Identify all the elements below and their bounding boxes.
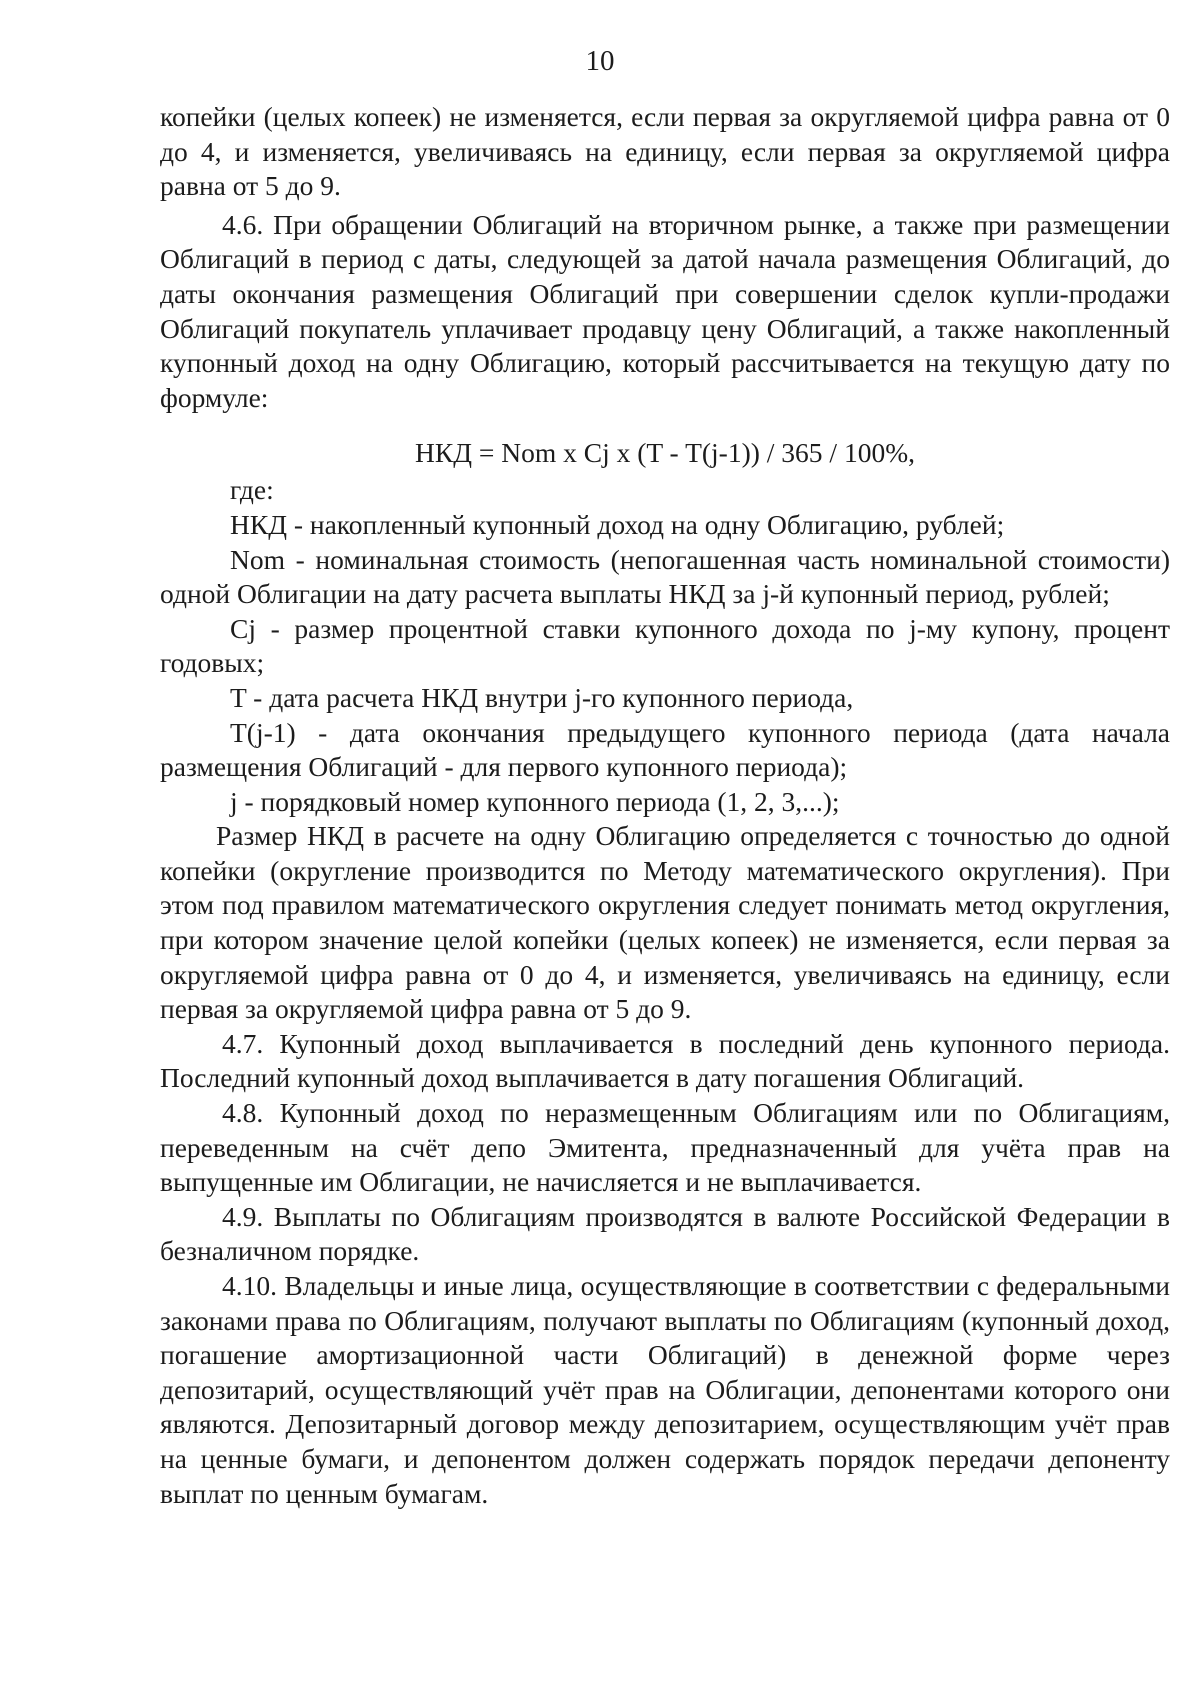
- definition-t: T - дата расчета НКД внутри j-го купонного периода,: [230, 681, 854, 713]
- formula-nkd: НКД = Nom x Cj x (T - T(j-1)) / 365 / 100%,: [415, 437, 915, 469]
- paragraph-4-6: 4.6. При обращении Облигаций на вторичном рынке, а также при размещении Облигаций в период с даты, следующей за датой начала размещения Облигаций, до даты окончания размещения Облигаций при совершении сделок купли-продажи Облигаций покупатель уплачивает продавцу цену Облигаций, а также накопленный купонный доход на одну Облигацию, который рассчитывается на текущую дату по формуле:: [160, 208, 1170, 413]
- paragraph-continuation: копейки (целых копеек) не изменяется, если первая за округляемой цифра равна от 0 до 4, и изменяется, увеличиваясь на единицу, если первая за округляемой цифра равна от 5 до 9.: [160, 101, 1170, 202]
- definition-nom: Nom - номинальная стоимость (непогашенная часть номинальной стоимости) одной Облигации на дату расчета выплаты НКД за j-й купонный период, рублей;: [160, 543, 1170, 610]
- where-label: где:: [230, 474, 274, 506]
- definition-nkd: НКД - накопленный купонный доход на одну Облигацию, рублей;: [230, 508, 1005, 540]
- page-number: 10: [585, 45, 615, 77]
- paragraph-4-7: 4.7. Купонный доход выплачивается в последний день купонного периода. Последний купонный доход выплачивается в дату погашения Облигаций.: [160, 1027, 1170, 1094]
- paragraph-nkd-size: Размер НКД в расчете на одну Облигацию определяется с точностью до одной копейки (округление производится по Методу математического округления). При этом под правилом математического округления следует понимать метод округления, при котором значение целой копейки (целых копеек) не изменяется, если первая за округляемой цифра равна от 0 до 4, и изменяется, увеличиваясь на единицу, если первая за округляемой цифра равна от 5 до 9.: [160, 820, 1170, 1025]
- definition-t-j-1: T(j-1) - дата окончания предыдущего купонного периода (дата начала размещения Облигаций - для первого купонного периода);: [160, 716, 1170, 783]
- definition-j: j - порядковый номер купонного периода (1, 2, 3,...);: [230, 785, 840, 817]
- paragraph-4-8: 4.8. Купонный доход по неразмещенным Облигациям или по Облигациям, переведенным на счёт депо Эмитента, предназначенный для учёта прав на выпущенные им Облигации, не начисляется и не выплачивается.: [160, 1097, 1170, 1198]
- paragraph-4-9: 4.9. Выплаты по Облигациям производятся в валюте Российской Федерации в безналичном порядке.: [160, 1200, 1170, 1267]
- definition-cj: Cj - размер процентной ставки купонного дохода по j-му купону, процент годовых;: [160, 612, 1170, 679]
- paragraph-4-10: 4.10. Владельцы и иные лица, осуществляющие в соответствии с федеральными законами права по Облигациям, получают выплаты по Облигациям (купонный доход, погашение амортизационной части Облигаций) в денежной форме через депозитарий, осуществляющий учёт прав на Облигации, депонентами которого они являются. Депозитарный договор между депозитарием, осуществляющим учёт прав на ценные бумаги, и депонентом должен содержать порядок передачи депоненту выплат по ценным бумагам.: [160, 1270, 1170, 1509]
- document-body: [160, 100, 1170, 1511]
